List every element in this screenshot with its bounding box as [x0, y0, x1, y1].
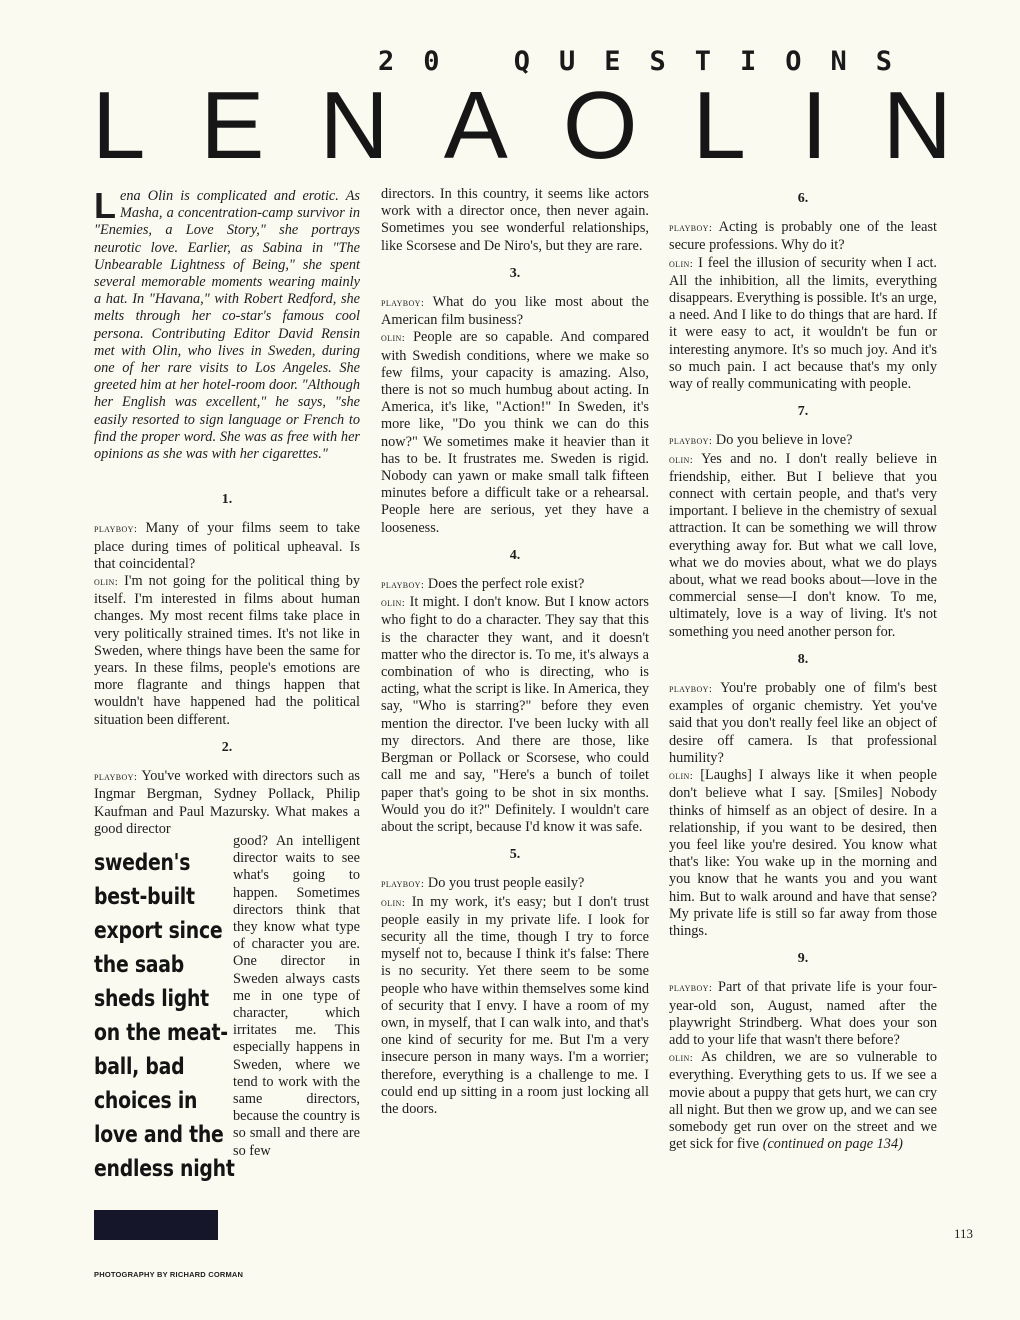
question-text: What do you like most about the American film business?: [381, 294, 649, 329]
decorative-block: [94, 1210, 218, 1240]
speaker-label: playboy:: [669, 222, 713, 235]
photo-credit: PHOTOGRAPHY BY RICHARD CORMAN: [94, 1270, 244, 1279]
title-letter: L: [692, 72, 746, 179]
answer-text: It might. I don't know. But I know actors who fight to do a character. They say that this is the character they want, and it doesn't matter who the director is. To me, it's always a combination of who is directing, who is acting, what the script is like. In America, they say, "Who is starring?" before they even mention the director. I've been lucky with all my directors. And there are those, like Bergman or Pollack or Scorsese, who could call me and say, "Here's a bunch of toilet paper that's going to be shot in six months. Would you do it?" Definitely. I wouldn't care about the script, because I'd know it was safe.: [381, 594, 649, 835]
column-3: [669, 184, 937, 1163]
answer-text: In my work, it's easy; but I don't trust people easily in my private life. I look for security all the time, though I try to force myself not to, because I think it's false: There is no security. Yet there seem to be some people who have within themselves some kind of security that I envy. I have a room of my own, in myself, that I can walk into, and that's one kind of security for me. But I'm a very insecure person in many ways. I'm a worrier; therefore, everything is a challenge to me. I could end up sitting in a room just locking all the doors.: [381, 893, 649, 1117]
speaker-label: playboy:: [381, 579, 425, 592]
speaker-label: playboy:: [381, 878, 425, 891]
speaker-label: olin:: [669, 1052, 694, 1065]
interviewee-answer: [381, 894, 649, 1119]
column-1: [94, 185, 360, 838]
speaker-label: playboy:: [669, 982, 713, 995]
interviewee-answer: [669, 451, 937, 641]
answer-text: People are so capable. And compared with Swedish conditions, where we make so few films, your capacity is amazing. Also, there is not so much humbug about acting. In America, it's like, "Action!" In Sweden, it's more like, "Do you think we can do this now?" We sometimes make it heavier than it has to be. It frustrates me. Sweden is rigid. Nobody can yawn or make small talk fifteen minutes before a difficult take or a rehearsal. People here are serious, yet they have a looseness.: [381, 329, 649, 536]
narrow-answer: [233, 833, 360, 1160]
question-number: 1.: [221, 492, 233, 508]
question-text: Part of that private life is your four-year-old son, August, named after the playwright Strindberg. What does your son add to your life that wasn't there before?: [669, 979, 937, 1048]
pull-quote-line: sweden's: [94, 850, 191, 876]
speaker-label: olin:: [381, 597, 406, 610]
pull-quote-line: ball, bad: [94, 1054, 185, 1080]
interviewer-question: [381, 875, 649, 893]
question-number: 6.: [797, 191, 809, 206]
interviewer-question: [94, 768, 360, 838]
interviewer-question: [381, 576, 649, 594]
question-text: Do you believe in love?: [715, 432, 853, 449]
answer-text: good? An intelligent director waits to see what's going to happen. Sometimes directors think that they know what type of character you are. One director in Sweden always casts me in one type of character, which irritates me. This especially happens in Sweden, where we tend to work with the same directors, because the country is so small and there are so few: [233, 833, 360, 1159]
interviewer-question: [669, 432, 937, 450]
answer-text: I'm not going for the political thing by itself. I'm interested in films about human changes. My most recent films take place in very politically strained times. It's not like in Sweden, where things have been the same for years. In these films, people's emotions are more flagrante and things happen that wouldn't have happened had the political situation been different.: [94, 573, 360, 728]
section-kicker: 20 QUESTIONS: [378, 46, 922, 77]
title-letter: O: [562, 72, 638, 179]
interviewer-question: [381, 294, 649, 329]
question-text: Acting is probably one of the least secure professions. Why do it?: [669, 219, 937, 254]
speaker-label: olin:: [381, 896, 406, 909]
speaker-label: olin:: [94, 576, 119, 589]
interviewer-question: [669, 680, 937, 767]
question-text: Do you trust people easily?: [427, 875, 585, 892]
answer-text: I feel the illusion of security when I act. All the inhibition, all the limits, everything disappears. Everything is possible. It's an urge, a need. And I like to do things that are hard. If it were easy to act, it wouldn't be fun or interesting anymore. It's so much joy. And it's so much pain. I act because that's my only way of really communicating with people.: [669, 254, 937, 393]
intro-text: ena Olin is complicated and erotic. As Masha, a concentration-camp survivor in "Enemies, a Love Story," she portrays neurotic love. Earlier, as Sabina in "The Unbearable Lightness of Being," she spent several memorable moments wearing mainly a hat. In "Havana," with Robert Redford, she melts through her co-star's famous cool persona. Contributing Editor David Rensin met with Olin, who lives in Sweden, during one of her rare visits to Los Angeles. She greeted him at her hotel-room door. "Although her English was excellent," he says, "she easily resorted to sign language or French to find the proper word. She was as free with her opinions as she was with her cigarettes.": [94, 188, 360, 463]
title-letter: A: [443, 72, 508, 179]
pull-quote-line: the saab: [94, 952, 185, 978]
speaker-label: playboy:: [669, 435, 713, 448]
speaker-label: playboy:: [94, 523, 138, 536]
pull-quote-line: best-built: [94, 884, 195, 910]
column-2: [381, 186, 649, 1128]
pull-quote-line: love and the: [94, 1122, 224, 1148]
interviewee-answer: [669, 255, 937, 394]
pull-quote-line: endless night: [94, 1156, 235, 1182]
question-number: 2.: [221, 739, 233, 755]
pull-quote: [94, 846, 235, 1186]
speaker-label: playboy:: [381, 297, 425, 310]
interviewee-answer: [669, 1049, 937, 1153]
title-letter: E: [200, 72, 265, 179]
speaker-label: playboy:: [94, 771, 138, 784]
question-number: 8.: [797, 651, 809, 667]
interviewee-answer: [381, 594, 649, 836]
question-number: 5.: [509, 847, 521, 863]
question-text: Does the perfect role exist?: [427, 576, 585, 593]
question-number: 3.: [509, 265, 521, 281]
drop-cap: L: [94, 185, 116, 226]
question-number: 9.: [797, 951, 809, 967]
pull-quote-line: export since: [94, 918, 223, 944]
interviewer-question: [669, 219, 937, 254]
pull-quote-line: choices in: [94, 1088, 198, 1114]
interviewee-answer: [669, 767, 937, 940]
answer-text: Yes and no. I don't really believe in friendship, either. But I believe that you connect with certain people, and that's very important. I believe in the chemistry of sexual attraction. It can be something we will throw everything away for. But what we call love, what we do movies about, what we do plays about, what we read books about—love in the commercial sense—I don't know. To me, ultimately, love is a way of living. It's not something you need another person for.: [669, 450, 937, 640]
answer-text: As children, we are so vulnerable to everything. Everything gets to us. If we see a movie about a puppy that gets hurt, we can cry all night. But then we grow up, and we can see somebody get run over on the street and we get sick for five: [669, 1049, 937, 1153]
article-title: [92, 72, 952, 179]
title-letter: L: [92, 72, 146, 179]
question-text: Many of your films seem to take place during times of political upheaval. Is that coincidental?: [94, 520, 360, 572]
interviewee-answer: [94, 573, 360, 729]
interviewee-answer: [381, 329, 649, 536]
title-letter: I: [800, 72, 828, 179]
speaker-label: olin:: [669, 257, 694, 270]
speaker-label: olin:: [669, 453, 694, 466]
intro-paragraph: [94, 185, 360, 463]
question-text: You're probably one of film's best examples of organic chemistry. Yet you've said that you don't really feel like an object of desire off camera. Is that professional humility?: [669, 680, 937, 766]
speaker-label: playboy:: [669, 683, 713, 696]
pull-quote-line: sheds light: [94, 986, 209, 1012]
pull-quote-line: on the meat-: [94, 1020, 228, 1046]
speaker-label: olin:: [669, 770, 694, 783]
answer-text: [Laughs] I always like it when people don't believe what I say. [Smiles] Nobody thinks of himself as an object of desire. In a relationship, if you want to be desired, then you feel like you're desired. You know what that's like: You wake up in the morning and you know that he wants you and you want him. But to walk around and have that sense? My private life is still so far away from those things.: [669, 767, 937, 939]
speaker-label: olin:: [381, 332, 406, 345]
question-number: 7.: [797, 404, 809, 420]
interviewer-question: [669, 979, 937, 1049]
question-text: You've worked with directors such as Ingmar Bergman, Sydney Pollack, Philip Kaufman and Paul Mazursky. What makes a good director: [94, 768, 360, 837]
title-letter: N: [319, 72, 389, 179]
continued-note: (continued on page 134): [762, 1136, 903, 1153]
question-number: 4.: [509, 547, 521, 563]
interviewer-question: [94, 520, 360, 573]
title-letter: N: [882, 72, 952, 179]
answer-continuation: directors. In this country, it seems like actors work with a director once, then never again. Sometimes you see wonderful relationships, like Scorsese and De Niro's, but they are rare.: [381, 186, 649, 254]
page-number: 113: [954, 1226, 974, 1241]
